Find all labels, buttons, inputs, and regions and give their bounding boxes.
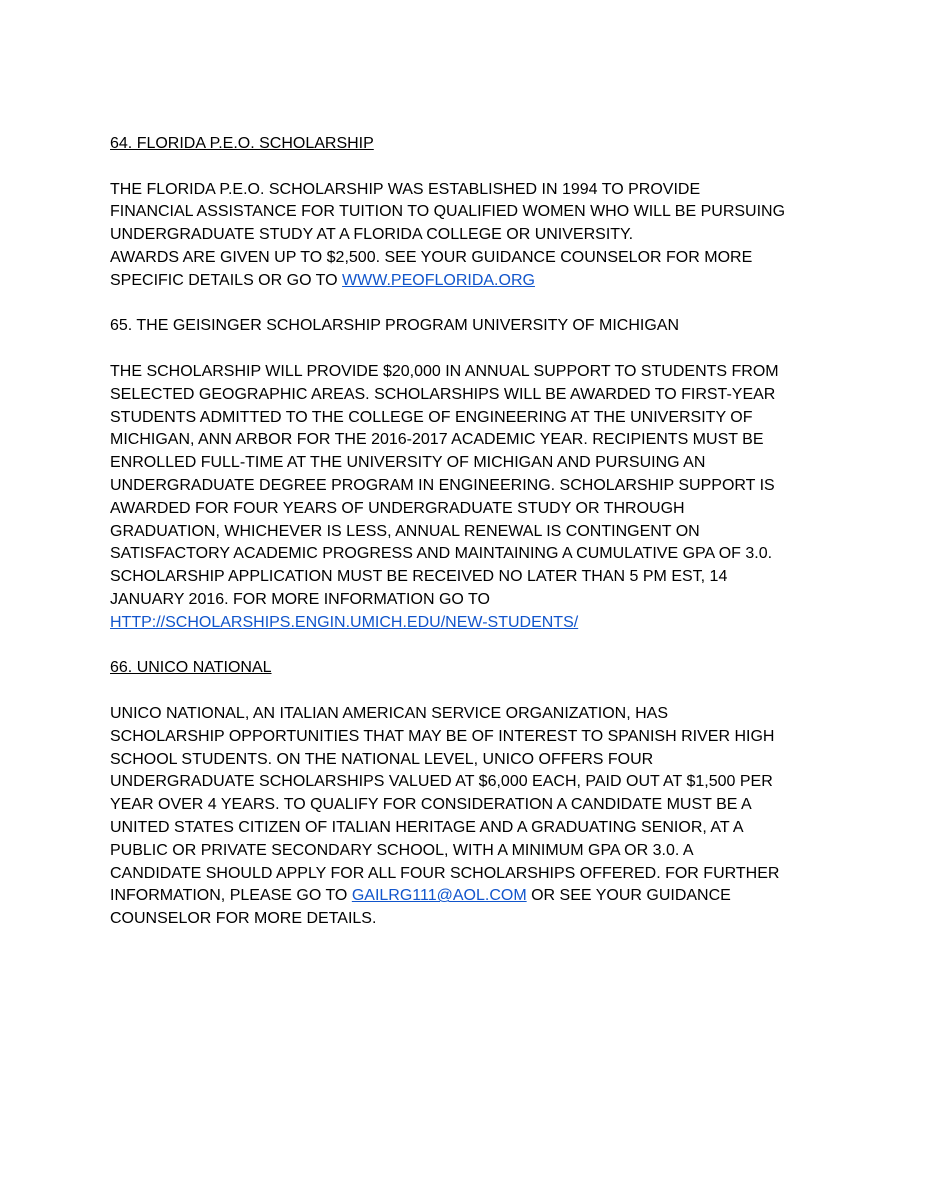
umich-scholarships-link[interactable]: HTTP://SCHOLARSHIPS.ENGIN.UMICH.EDU/NEW-STUDENTS/ <box>110 613 579 631</box>
body-line: UNDERGRADUATE SCHOLARSHIPS VALUED AT $6,000 EACH, PAID OUT AT $1,500 PER <box>110 773 773 791</box>
body-line: SCHOOL STUDENTS. ON THE NATIONAL LEVEL, UNICO OFFERS FOUR <box>110 750 654 768</box>
body-line: CANDIDATE SHOULD APPLY FOR ALL FOUR SCHOLARSHIPS OFFERED. FOR FURTHER <box>110 864 780 882</box>
body-line: FINANCIAL ASSISTANCE FOR TUITION TO QUALIFIED WOMEN WHO WILL BE PURSUING <box>110 203 786 221</box>
section-heading: 64. FLORIDA P.E.O. SCHOLARSHIP <box>110 135 374 152</box>
body-line: COUNSELOR FOR MORE DETAILS. <box>110 910 377 928</box>
document-body <box>110 133 830 931</box>
body-line: SELECTED GEOGRAPHIC AREAS. SCHOLARSHIPS WILL BE AWARDED TO FIRST-YEAR <box>110 385 776 403</box>
body-line: STUDENTS ADMITTED TO THE COLLEGE OF ENGINEERING AT THE UNIVERSITY OF <box>110 408 753 426</box>
body-line: GRADUATION, WHICHEVER IS LESS, ANNUAL RENEWAL IS CONTINGENT ON <box>110 522 700 540</box>
body-line: THE SCHOLARSHIP WILL PROVIDE $20,000 IN ANNUAL SUPPORT TO STUDENTS FROM <box>110 362 779 380</box>
body-line: THE FLORIDA P.E.O. SCHOLARSHIP WAS ESTABLISHED IN 1994 TO PROVIDE <box>110 180 701 198</box>
peoflorida-link[interactable]: WWW.PEOFLORIDA.ORG <box>342 271 535 289</box>
body-line <box>110 612 830 635</box>
body-line: ENROLLED FULL-TIME AT THE UNIVERSITY OF MICHIGAN AND PURSUING AN <box>110 454 706 472</box>
link-prefix-text: INFORMATION, PLEASE GO TO <box>110 887 352 905</box>
body-line: AWARDED FOR FOUR YEARS OF UNDERGRADUATE STUDY OR THROUGH <box>110 499 685 517</box>
body-line: UNDERGRADUATE DEGREE PROGRAM IN ENGINEERING. SCHOLARSHIP SUPPORT IS <box>110 476 775 494</box>
body-line: AWARDS ARE GIVEN UP TO $2,500. SEE YOUR GUIDANCE COUNSELOR FOR MORE <box>110 248 753 266</box>
body-line: UNICO NATIONAL, AN ITALIAN AMERICAN SERVICE ORGANIZATION, HAS <box>110 704 669 722</box>
body-line: UNITED STATES CITIZEN OF ITALIAN HERITAGE AND A GRADUATING SENIOR, AT A <box>110 818 744 836</box>
body-line: YEAR OVER 4 YEARS. TO QUALIFY FOR CONSIDERATION A CANDIDATE MUST BE A <box>110 796 752 814</box>
body-line: UNDERGRADUATE STUDY AT A FLORIDA COLLEGE OR UNIVERSITY. <box>110 226 634 244</box>
body-line <box>110 885 830 908</box>
body-line: SATISFACTORY ACADEMIC PROGRESS AND MAINTAINING A CUMULATIVE GPA OF 3.0. <box>110 545 773 563</box>
body-line: JANUARY 2016. FOR MORE INFORMATION GO TO <box>110 590 490 608</box>
body-line <box>110 270 830 293</box>
section-geisinger-scholarship <box>110 315 830 634</box>
section-peo-scholarship <box>110 133 830 293</box>
body-line: SCHOLARSHIP APPLICATION MUST BE RECEIVED NO LATER THAN 5 PM EST, 14 <box>110 568 728 586</box>
body-line: PUBLIC OR PRIVATE SECONDARY SCHOOL, WITH A MINIMUM GPA OR 3.0. A <box>110 841 694 859</box>
body-line: SCHOLARSHIP OPPORTUNITIES THAT MAY BE OF INTEREST TO SPANISH RIVER HIGH <box>110 727 775 745</box>
section-heading: 66. UNICO NATIONAL <box>110 659 272 677</box>
section-unico-national <box>110 657 830 931</box>
link-prefix-text: SPECIFIC DETAILS OR GO TO <box>110 271 343 289</box>
email-link[interactable]: GAILRG111@AOL.COM <box>351 887 527 905</box>
section-heading: 65. THE GEISINGER SCHOLARSHIP PROGRAM UNIVERSITY OF MICHIGAN <box>110 317 679 335</box>
body-line: MICHIGAN, ANN ARBOR FOR THE 2016-2017 ACADEMIC YEAR. RECIPIENTS MUST BE <box>110 431 764 449</box>
link-suffix-text: OR SEE YOUR GUIDANCE <box>526 887 731 905</box>
